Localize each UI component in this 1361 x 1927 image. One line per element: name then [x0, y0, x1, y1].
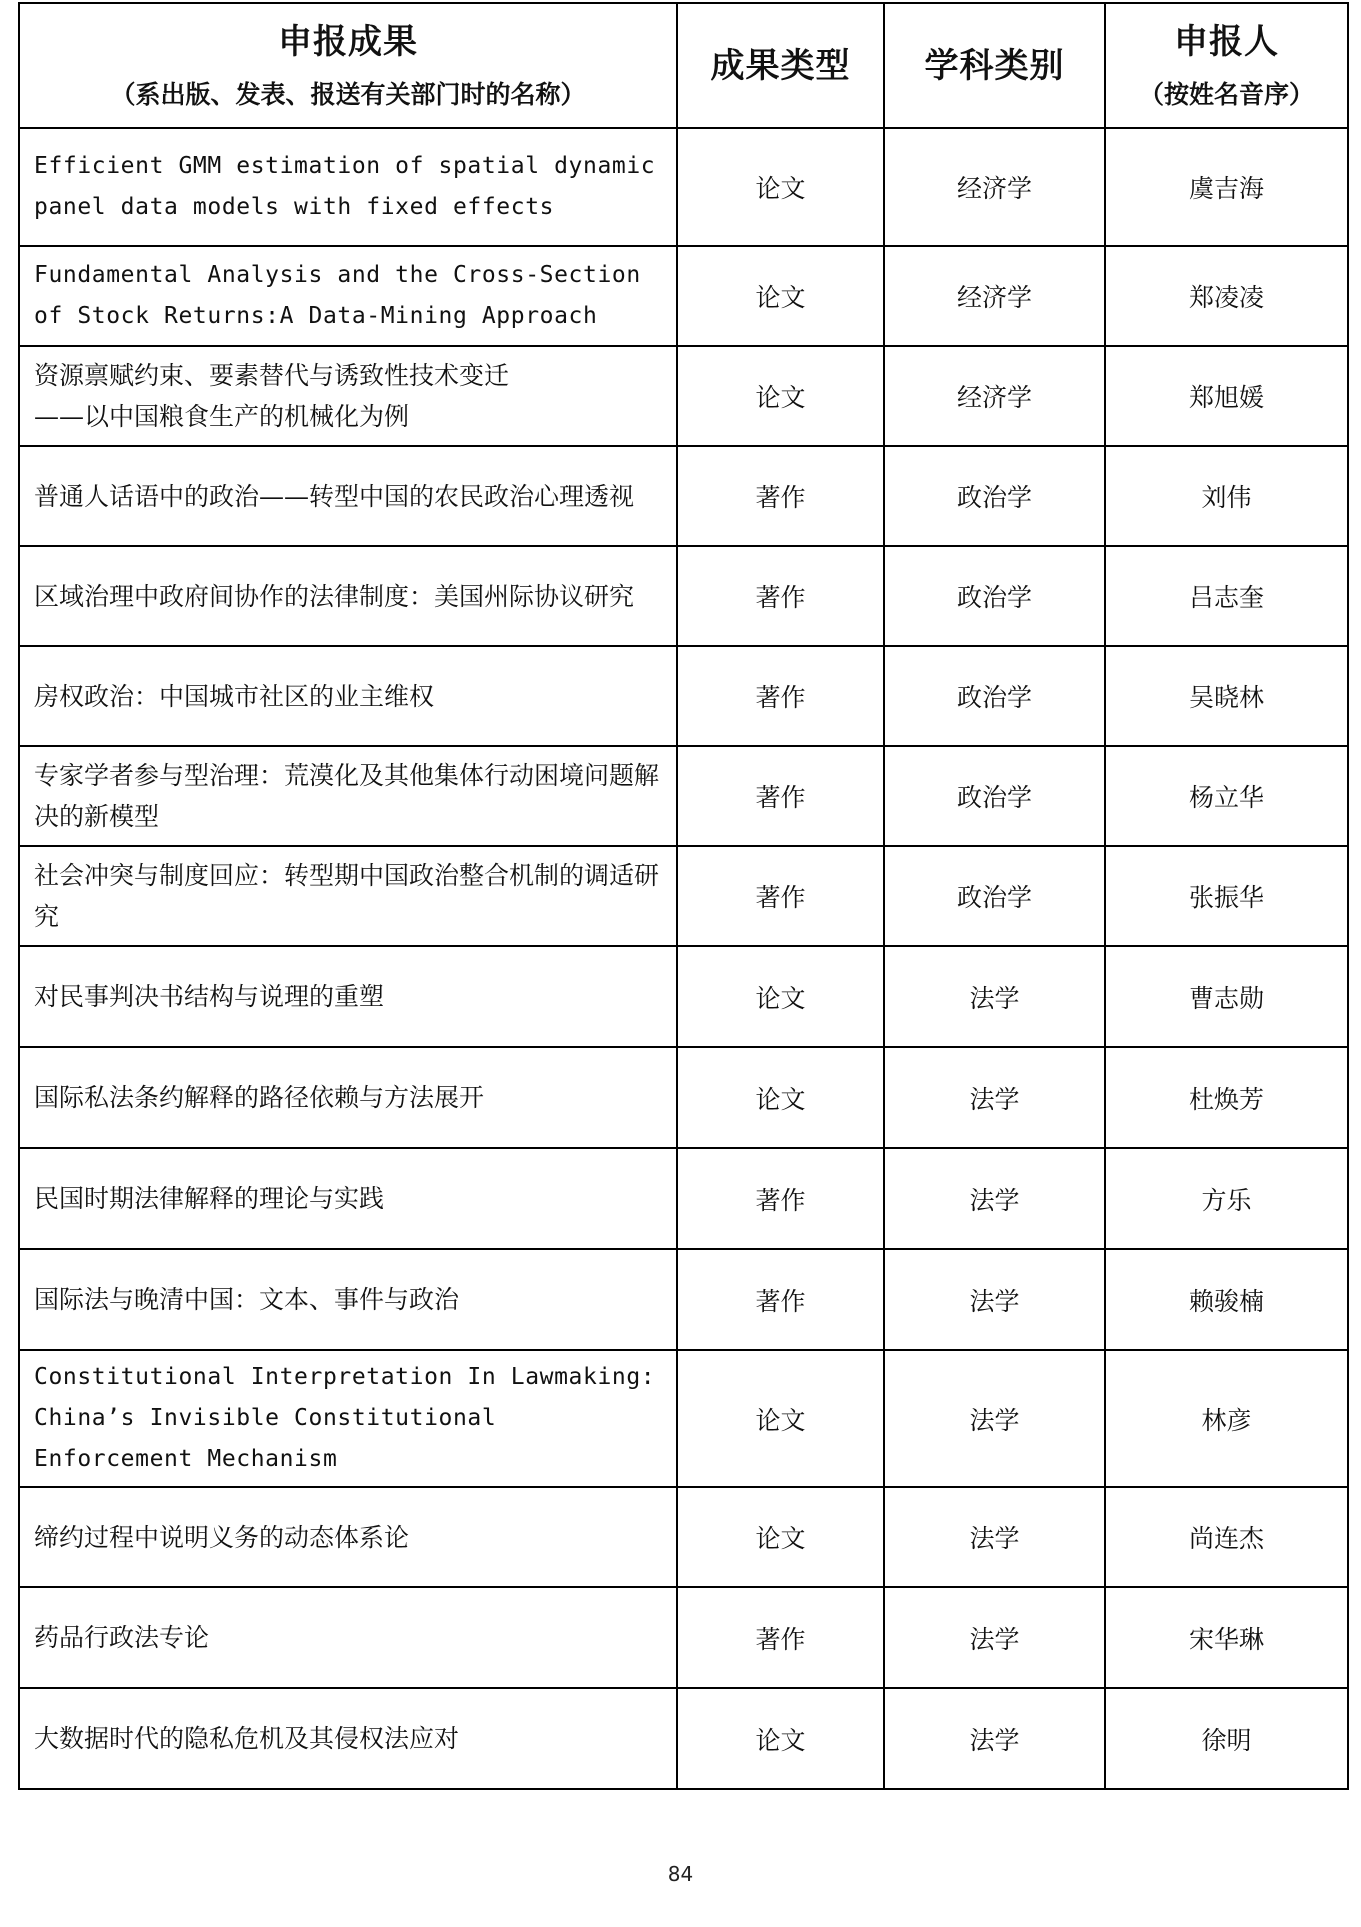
- table-row: [19, 1350, 1348, 1487]
- header-discipline-label: 学科类别: [924, 45, 1065, 86]
- cell-title: 资源禀赋约束、要素替代与诱致性技术变迁 ——以中国粮食生产的机械化为例: [19, 346, 677, 446]
- table-row: [19, 128, 1348, 246]
- cell-discipline: 法学: [884, 1047, 1105, 1148]
- cell-discipline: 法学: [884, 946, 1105, 1047]
- cell-type: 论文: [677, 1487, 884, 1587]
- cell-discipline: 政治学: [884, 646, 1105, 746]
- header-type: [677, 3, 884, 128]
- cell-type: 著作: [677, 646, 884, 746]
- cell-discipline: 法学: [884, 1587, 1105, 1688]
- cell-discipline: 政治学: [884, 746, 1105, 846]
- cell-applicant: 曹志勋: [1105, 946, 1348, 1047]
- cell-type: 著作: [677, 446, 884, 546]
- table-row: [19, 1047, 1348, 1148]
- cell-applicant: 林彦: [1105, 1350, 1348, 1487]
- cell-type: 论文: [677, 1350, 884, 1487]
- cell-applicant: 宋华琳: [1105, 1587, 1348, 1688]
- cell-applicant: 郑旭媛: [1105, 346, 1348, 446]
- header-applicant: [1105, 3, 1348, 128]
- cell-applicant: 赖骏楠: [1105, 1249, 1348, 1350]
- cell-title: 对民事判决书结构与说理的重塑: [19, 946, 677, 1047]
- cell-discipline: 法学: [884, 1487, 1105, 1587]
- cell-discipline: 经济学: [884, 246, 1105, 346]
- cell-title: Fundamental Analysis and the Cross-Section of Stock Returns:A Data-Mining Approach: [19, 246, 677, 346]
- cell-discipline: 政治学: [884, 846, 1105, 946]
- cell-title: 大数据时代的隐私危机及其侵权法应对: [19, 1688, 677, 1789]
- header-applicant-main: 申报人: [1174, 21, 1279, 62]
- table-body: [19, 128, 1348, 1789]
- cell-title: 社会冲突与制度回应：转型期中国政治整合机制的调适研究: [19, 846, 677, 946]
- cell-applicant: 虞吉海: [1105, 128, 1348, 246]
- cell-applicant: 杨立华: [1105, 746, 1348, 846]
- cell-type: 论文: [677, 1047, 884, 1148]
- cell-discipline: 法学: [884, 1249, 1105, 1350]
- table-row: [19, 646, 1348, 746]
- cell-type: 论文: [677, 346, 884, 446]
- cell-applicant: 杜焕芳: [1105, 1047, 1348, 1148]
- table-row: [19, 946, 1348, 1047]
- table-row: [19, 346, 1348, 446]
- cell-type: 论文: [677, 246, 884, 346]
- table-row: [19, 446, 1348, 546]
- cell-applicant: 刘伟: [1105, 446, 1348, 546]
- cell-title: 缔约过程中说明义务的动态体系论: [19, 1487, 677, 1587]
- header-title-sub: （系出版、发表、报送有关部门时的名称）: [110, 79, 586, 109]
- cell-discipline: 法学: [884, 1688, 1105, 1789]
- cell-discipline: 经济学: [884, 128, 1105, 246]
- cell-type: 著作: [677, 746, 884, 846]
- page-number: 84: [667, 1862, 694, 1886]
- header-discipline: [884, 3, 1105, 128]
- table-row: [19, 546, 1348, 646]
- cell-type: 著作: [677, 1587, 884, 1688]
- cell-title: Efficient GMM estimation of spatial dynamic panel data models with fixed effects: [19, 128, 677, 246]
- cell-title: 普通人话语中的政治——转型中国的农民政治心理透视: [19, 446, 677, 546]
- cell-title: 专家学者参与型治理：荒漠化及其他集体行动困境问题解决的新模型: [19, 746, 677, 846]
- header-title: [19, 3, 677, 128]
- cell-applicant: 吴晓林: [1105, 646, 1348, 746]
- cell-discipline: 法学: [884, 1148, 1105, 1249]
- cell-title: 国际法与晚清中国：文本、事件与政治: [19, 1249, 677, 1350]
- header-applicant-sub: （按姓名音序）: [1138, 79, 1314, 109]
- cell-discipline: 经济学: [884, 346, 1105, 446]
- table-row: [19, 1148, 1348, 1249]
- table-header: [19, 3, 1348, 128]
- cell-applicant: 方乐: [1105, 1148, 1348, 1249]
- cell-applicant: 张振华: [1105, 846, 1348, 946]
- cell-applicant: 尚连杰: [1105, 1487, 1348, 1587]
- table-row: [19, 1487, 1348, 1587]
- cell-type: 论文: [677, 946, 884, 1047]
- cell-type: 著作: [677, 846, 884, 946]
- header-title-main: 申报成果: [278, 21, 418, 62]
- table-row: [19, 1249, 1348, 1350]
- cell-applicant: 吕志奎: [1105, 546, 1348, 646]
- table-row: [19, 846, 1348, 946]
- cell-type: 著作: [677, 1249, 884, 1350]
- cell-title: 国际私法条约解释的路径依赖与方法展开: [19, 1047, 677, 1148]
- table-row: [19, 1587, 1348, 1688]
- cell-title: 房权政治：中国城市社区的业主维权: [19, 646, 677, 746]
- cell-discipline: 政治学: [884, 446, 1105, 546]
- header-type-label: 成果类型: [710, 45, 851, 86]
- cell-title: 区域治理中政府间协作的法律制度：美国州际协议研究: [19, 546, 677, 646]
- table-row: [19, 246, 1348, 346]
- cell-type: 著作: [677, 1148, 884, 1249]
- cell-title: Constitutional Interpretation In Lawmaking: China’s Invisible Constitutional Enforcement Mechanism: [19, 1350, 677, 1487]
- cell-type: 论文: [677, 128, 884, 246]
- cell-title: 民国时期法律解释的理论与实践: [19, 1148, 677, 1249]
- cell-type: 论文: [677, 1688, 884, 1789]
- table-row: [19, 1688, 1348, 1789]
- cell-applicant: 郑凌凌: [1105, 246, 1348, 346]
- cell-discipline: 法学: [884, 1350, 1105, 1487]
- table-row: [19, 746, 1348, 846]
- awards-table: [18, 2, 1349, 1790]
- cell-discipline: 政治学: [884, 546, 1105, 646]
- header-row: [19, 3, 1348, 128]
- cell-applicant: 徐明: [1105, 1688, 1348, 1789]
- cell-type: 著作: [677, 546, 884, 646]
- cell-title: 药品行政法专论: [19, 1587, 677, 1688]
